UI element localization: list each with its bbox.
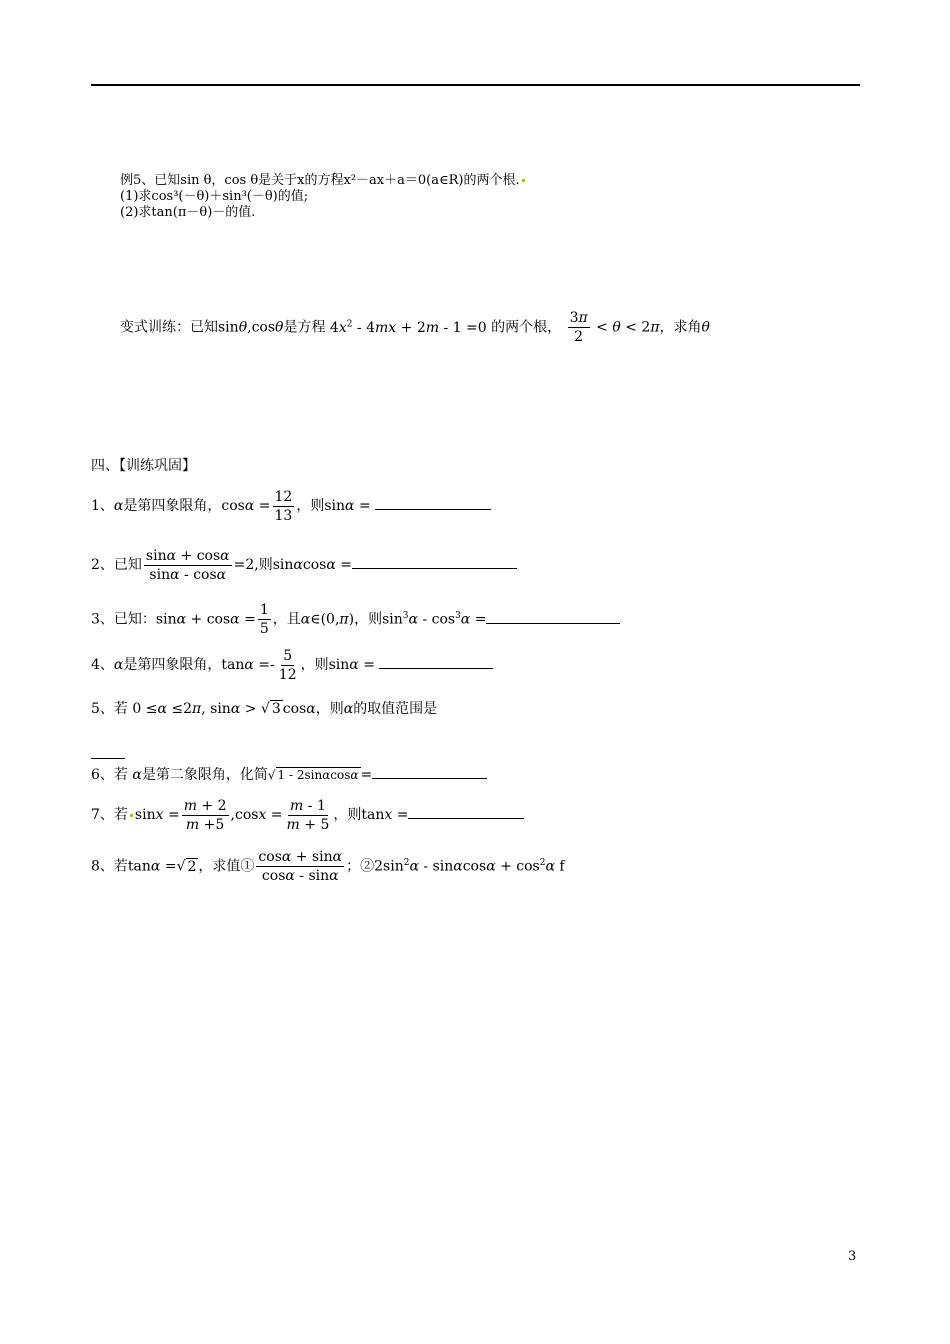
example5-line2: (1)求cos³(－θ)＋sin³(－θ)的值; (120, 189, 309, 204)
question-8: 8、若tanα =√ 2 ，求值① $\frac{\cos\alpha + \sin\alpha}{\cos\alpha - \sin\alpha}$ ；$②2\sin^2\alpha - \sin\alpha\cos\alpha + \cos^2\alpha$ f (91, 849, 565, 885)
example5-line1: 例5、已知sin θ，cos θ是关于x的方程x²－ax＋a＝0(a∈R)的两个根. (120, 173, 527, 189)
question-6: 6、若 α是第二象限角，化简√ 1 - 2sinαcosα = (91, 765, 487, 785)
answer-blank[interactable] (379, 667, 493, 669)
page-number: 3 (848, 1249, 857, 1264)
question-2: 2、已知 $\frac{\sin\alpha + \cos\alpha}{\sin\alpha - \cos\alpha}$ =2,则sinαcosα = (91, 545, 517, 585)
answer-blank[interactable] (372, 777, 487, 779)
question-7: 7、若 sinx = $\frac{m + 2}{m +5}$ ,cosx = $\frac{m - 1}{m + 5}$ ，则tanx = (91, 795, 524, 835)
answer-blank[interactable] (408, 817, 524, 819)
question-5: 5、若 0 ≤α ≤2π, sinα > √ 3 cosα，则α的取值范围是 (91, 701, 438, 717)
question-3: 3、已知：sinα + cosα = $\frac{1}{5}$ ，且α∈(0,π)，则$\sin^3\alpha - \cos^3\alpha$ = (91, 596, 620, 640)
answer-blank[interactable] (486, 622, 620, 624)
question-4: 4、α是第四象限角，tanα =- $\frac{5}{12}$ ，则sinα = (91, 645, 493, 685)
answer-blank[interactable] (352, 567, 517, 569)
marker-dot (522, 179, 525, 182)
variant-training: 变式训练：已知sinθ,cosθ是方程 $4x^2 - 4mx + 2m - 1 =0$ 的两个根， $\frac{3\pi}{2}$ < θ < 2π，求角θ (120, 310, 710, 346)
fraction: $\frac{3\pi}{2}$ (569, 310, 588, 346)
header-rule (91, 84, 860, 86)
section-title: 四、【训练巩固】 (91, 458, 196, 474)
marker-dot (130, 814, 133, 817)
answer-blank[interactable] (91, 757, 125, 759)
question-1: 1、α是第四象限角，cosα = $\frac{12}{13}$ ，则sinα = (91, 486, 491, 526)
example5-line3: (2)求tan(π－θ)－的值. (120, 205, 256, 220)
answer-blank[interactable] (375, 508, 491, 510)
